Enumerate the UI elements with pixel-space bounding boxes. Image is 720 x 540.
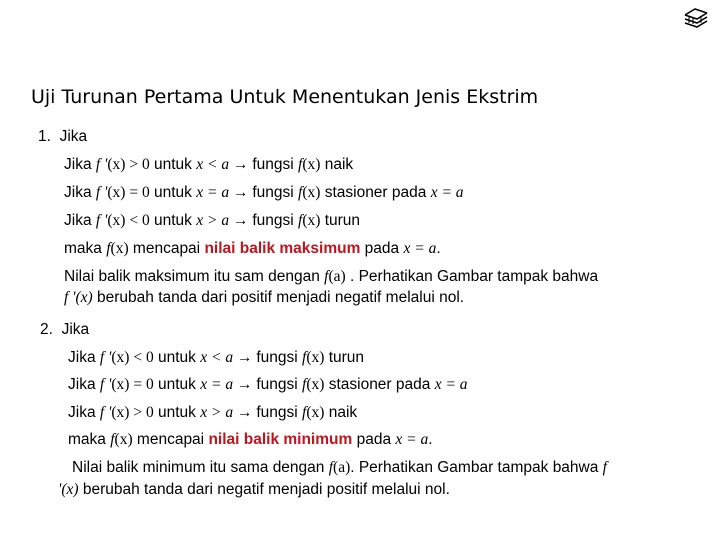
text-run: (x) <box>302 212 321 229</box>
text-run: f <box>106 240 111 257</box>
condition-line <box>68 404 357 422</box>
text-run: f ' <box>99 349 112 366</box>
text-run: mencapai <box>128 240 205 257</box>
condition-line <box>64 156 353 174</box>
explanation-line <box>64 289 464 307</box>
text-run: x = a <box>430 184 464 201</box>
condition-line <box>64 212 360 230</box>
item-number: 2. <box>40 321 53 338</box>
text-run: fungsi <box>256 376 302 393</box>
text-run: (x) <box>107 184 130 201</box>
text-run: (x) <box>302 184 321 201</box>
text-run: x > a → <box>196 212 253 229</box>
text-run: fungsi <box>256 349 302 366</box>
item-label: Jika <box>61 321 90 338</box>
text-run: stasioner pada <box>320 184 431 201</box>
text-run: fungsi <box>252 184 298 201</box>
text-run: untuk <box>153 404 201 421</box>
text-run: (x) <box>110 240 129 257</box>
text-run: . Perhatikan Gambar tampak bahwa <box>345 268 599 285</box>
text-run: f <box>298 212 303 229</box>
text-run: untuk <box>149 156 197 173</box>
text-run: Jika <box>64 156 96 173</box>
text-run: f <box>110 431 115 448</box>
text-run: (a) <box>333 459 351 476</box>
text-run: f <box>298 184 303 201</box>
condition-line <box>64 184 464 202</box>
text-run: f <box>602 459 607 476</box>
item-2-header <box>40 321 89 339</box>
text-run: fungsi <box>252 156 298 173</box>
text-run: > 0 <box>129 156 150 173</box>
text-run: untuk <box>153 376 201 393</box>
text-run: berubah tanda dari negatif menjadi positif melalui nol. <box>78 481 450 498</box>
text-run: untuk <box>149 184 197 201</box>
text-run: . Perhatikan Gambar tampak bahwa <box>350 459 603 476</box>
text-run: fungsi <box>252 212 298 229</box>
highlight-term: nilai balik maksimum <box>204 240 361 257</box>
text-run: f ' <box>99 404 112 421</box>
text-run: f <box>302 349 307 366</box>
text-run: x = a <box>403 240 437 257</box>
text-run: mencapai <box>132 431 209 448</box>
text-run: (a) <box>328 268 346 285</box>
text-run: Jika <box>64 212 96 229</box>
book-stack-icon <box>683 6 709 28</box>
explanation-line <box>72 459 607 477</box>
text-run: naik <box>324 404 358 421</box>
highlight-term: nilai balik minimum <box>208 431 353 448</box>
text-run: (x) <box>111 376 134 393</box>
text-run: f ' <box>95 184 108 201</box>
text-run: f <box>298 156 303 173</box>
text-run: (x) <box>107 212 130 229</box>
conclusion-line <box>68 431 433 449</box>
text-run: maka <box>64 240 107 257</box>
item-label: Jika <box>59 128 88 145</box>
condition-line <box>68 376 468 394</box>
text-run: '(x) <box>58 481 79 498</box>
text-run: untuk <box>153 349 201 366</box>
text-run: naik <box>320 156 354 173</box>
text-run: (x) <box>306 404 325 421</box>
text-run: f ' <box>95 212 108 229</box>
text-run: (x) <box>302 156 321 173</box>
text-run: = 0 <box>133 376 154 393</box>
text-run: f <box>302 376 307 393</box>
text-run: Nilai balik maksimum itu sam dengan <box>64 268 325 285</box>
explanation-line <box>64 268 598 286</box>
text-run: Jika <box>68 376 100 393</box>
text-run: (x) <box>107 156 130 173</box>
page-title: Uji Turunan Pertama Untuk Menentukan Jenis Ekstrim <box>31 86 539 108</box>
text-run: x = a → <box>196 184 253 201</box>
text-run: (x) <box>306 349 325 366</box>
text-run: x = a → <box>200 376 257 393</box>
explanation-line <box>58 481 450 499</box>
text-run: . <box>436 240 441 257</box>
text-run: < 0 <box>129 212 150 229</box>
text-run: pada <box>360 240 404 257</box>
text-run: (x) <box>306 376 325 393</box>
text-run: berubah tanda dari positif menjadi negatif melalui nol. <box>92 289 465 306</box>
text-run: x = a <box>434 376 468 393</box>
text-run: f '(x) <box>64 289 93 306</box>
text-run: turun <box>324 349 365 366</box>
text-run: pada <box>352 431 396 448</box>
text-run: untuk <box>149 212 197 229</box>
conclusion-line <box>64 240 441 258</box>
text-run: = 0 <box>129 184 150 201</box>
text-run: x < a → <box>200 349 257 366</box>
text-run: f <box>328 459 334 476</box>
text-run: (x) <box>111 404 134 421</box>
text-run: Jika <box>68 404 100 421</box>
text-run: (x) <box>114 431 133 448</box>
text-run: x = a <box>395 431 429 448</box>
text-run: . <box>428 431 433 448</box>
text-run: fungsi <box>256 404 302 421</box>
text-run: f <box>324 268 329 285</box>
text-run: x < a → <box>196 156 253 173</box>
item-1-header <box>38 128 87 146</box>
text-run: stasioner pada <box>324 376 435 393</box>
text-run: f <box>302 404 307 421</box>
text-run: Jika <box>64 184 96 201</box>
text-run: < 0 <box>133 349 154 366</box>
item-number: 1. <box>38 128 51 145</box>
text-run: f ' <box>99 376 112 393</box>
text-run: Jika <box>68 349 100 366</box>
text-run: > 0 <box>133 404 154 421</box>
text-run: x > a → <box>200 404 257 421</box>
text-run: f ' <box>95 156 108 173</box>
text-run: (x) <box>111 349 134 366</box>
text-run: maka <box>68 431 111 448</box>
text-run: Nilai balik minimum itu sama dengan <box>72 459 329 476</box>
condition-line <box>68 349 364 367</box>
text-run: turun <box>320 212 361 229</box>
